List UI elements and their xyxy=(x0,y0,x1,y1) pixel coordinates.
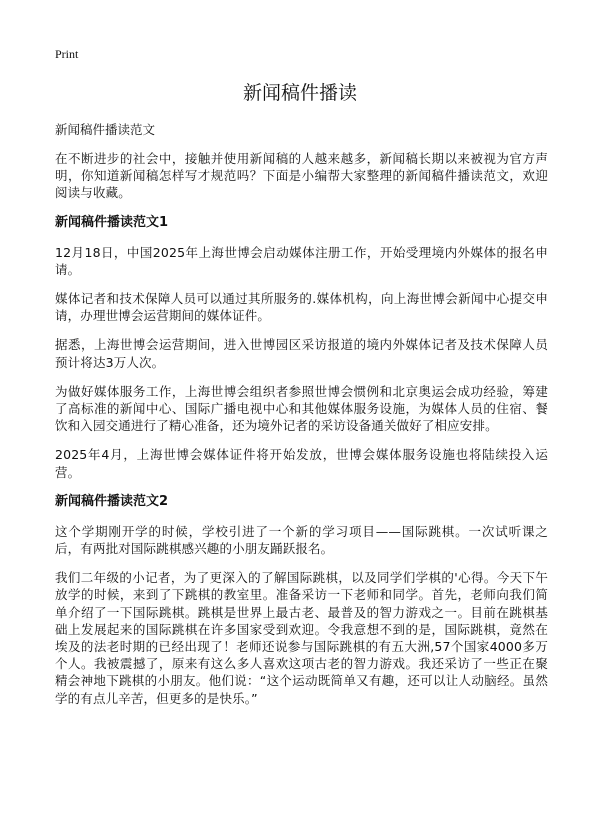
section-heading-1: 新闻稿件播读范文1 xyxy=(55,214,169,230)
section-1-paragraph: 12月18日，中国2025年上海世博会启动媒体注册工作，开始受理境内外媒体的报名申请。 xyxy=(55,244,548,277)
print-link[interactable]: Print xyxy=(55,47,79,61)
page-title: 新闻稿件播读 xyxy=(242,82,357,104)
section-heading-2: 新闻稿件播读范文2 xyxy=(55,493,169,509)
article-subtitle: 新闻稿件播读范文 xyxy=(55,122,156,137)
intro-paragraph: 在不断进步的社会中，接触并使用新闻稿的人越来越多，新闻稿长期以来被视为官方声明，你知道新闻稿怎样写才规范吗？下面是小编帮大家整理的新闻稿件播读范文，欢迎阅读与收藏。 xyxy=(55,151,548,201)
section-1-paragraph: 媒体记者和技术保障人员可以通过其所服务的.媒体机构，向上海世博会新闻中心提交申请，办理世博会运营期间的媒体证件。 xyxy=(55,291,548,324)
article-body xyxy=(55,121,548,719)
section-2-paragraph: 我们二年级的小记者，为了更深入的了解国际跳棋，以及同学们学棋的'心得。今天下午放学的时候，来到了下跳棋的教室里。准备采访一下老师和同学。首先，老师向我们简单介绍了一下国际跳棋。跳棋是世界上最古老、最普及的智力游戏之一。目前在跳棋基础上发展起来的国际跳棋在许多国家受到欢迎。令我意想不到的是，国际跳棋，竟然在埃及的法老时期的已经出现了！老师还说参与国际跳棋的有五大洲,57个国家4000多万个人。我被震撼了，原来有这么多人喜欢这项古老的智力游戏。我还采访了一些正在聚精会神地下跳棋的小朋友。他们说：“这个运动既简单又有趣，还可以让人动脑经。虽然学的有点儿辛苦，但更多的是快乐。” xyxy=(55,570,548,706)
section-1-paragraph: 为做好媒体服务工作，上海世博会组织者参照世博会惯例和北京奥运会成功经验，筹建了高标准的新闻中心、国际广播电视中心和其他媒体服务设施，为媒体人员的住宿、餐饮和入园交通进行了精心准备，还为境外记者的采访设备通关做好了相应安排。 xyxy=(55,383,548,434)
section-1-paragraph: 据悉，上海世博会运营期间，进入世博园区采访报道的境内外媒体记者及技术保障人员预计将达3万人次。 xyxy=(55,337,548,370)
section-1-paragraph: 2025年4月，上海世博会媒体证件将开始发放，世博会媒体服务设施也将陆续投入运营。 xyxy=(55,447,548,480)
section-2-paragraph: 这个学期刚开学的时候，学校引进了一个新的学习项目——国际跳棋。一次试听课之后，有两批对国际跳棋感兴趣的小朋友踊跃报名。 xyxy=(55,523,548,557)
